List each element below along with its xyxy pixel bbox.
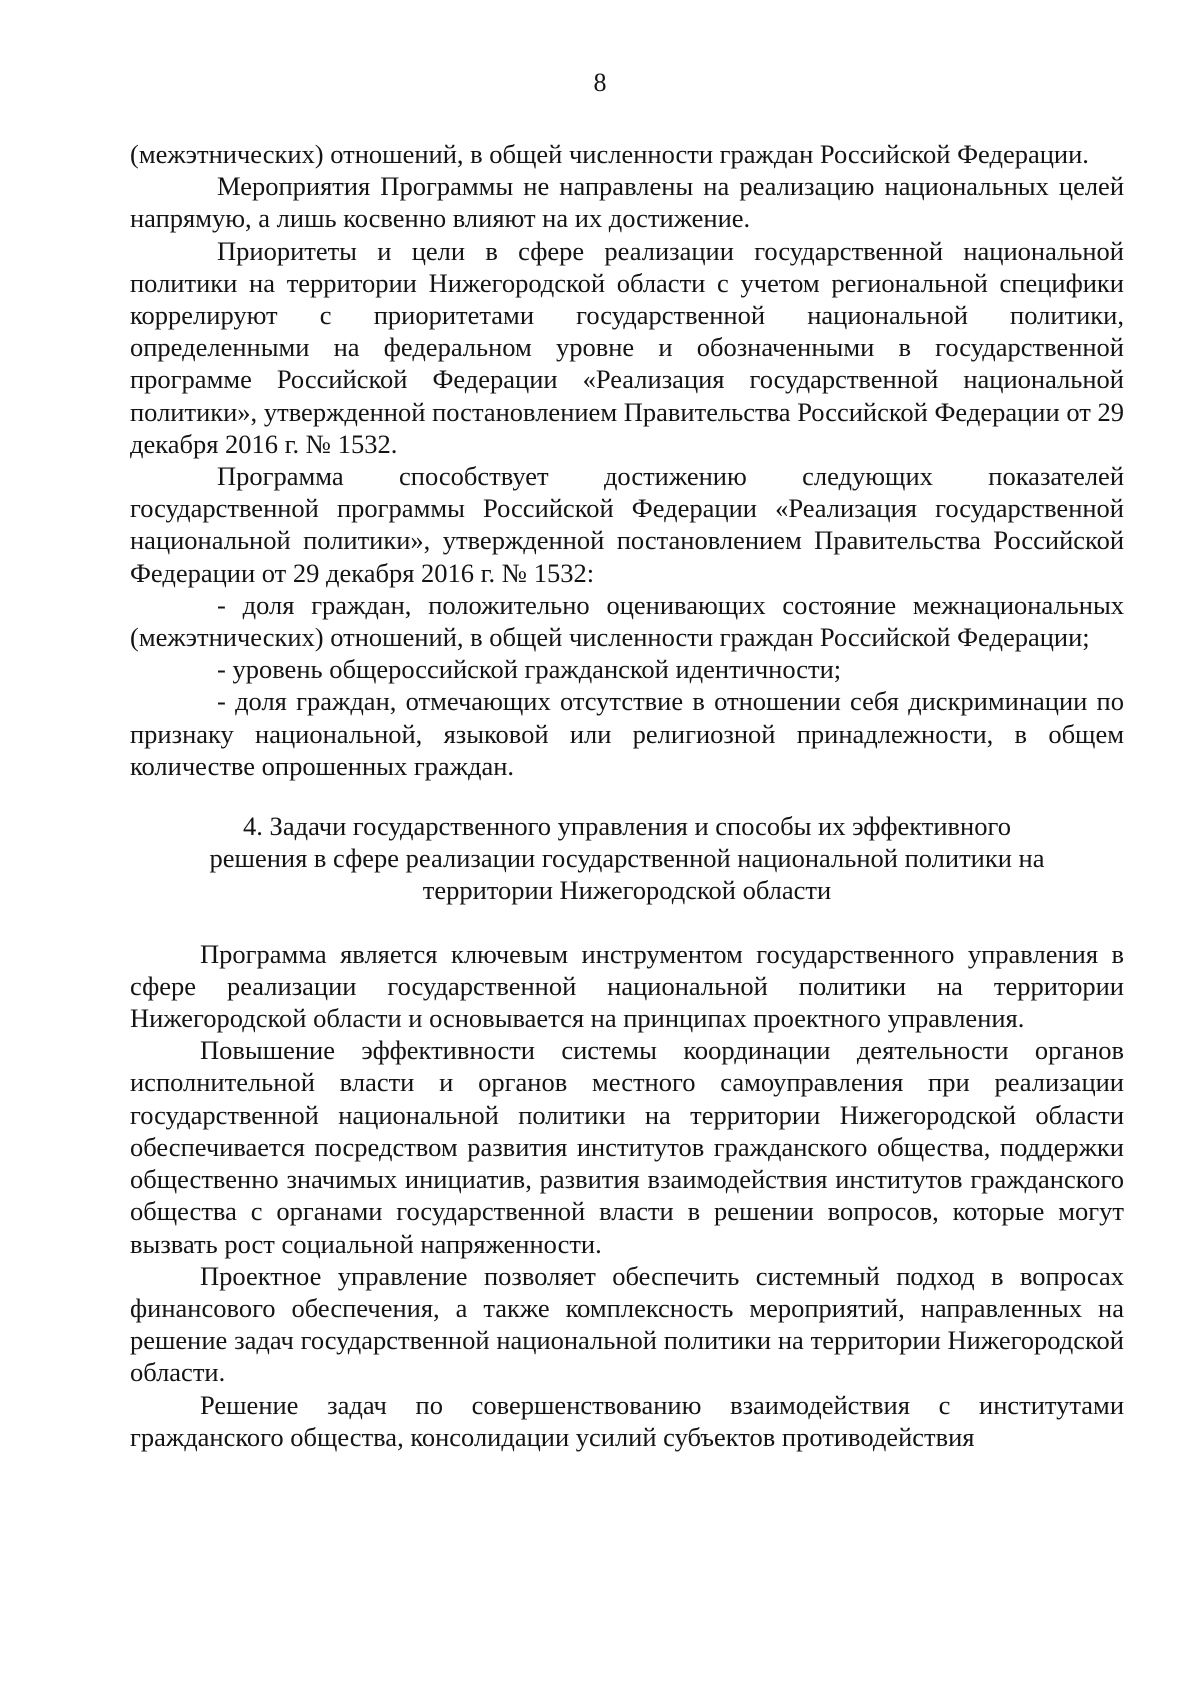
document-body — [130, 138, 1124, 1453]
section-heading-line: решения в сфере реализации государственной национальной политики на — [209, 843, 1045, 874]
paragraph: Решение задач по совершенствованию взаимодействия с институтами гражданского общества, консолидации усилий субъектов противодействия — [130, 1389, 1124, 1452]
list-item: - доля граждан, положительно оценивающих состояние межнациональных (межэтнических) отношений, в общей численности граждан Российской Федерации; — [130, 589, 1124, 653]
section-heading-line: 4. Задачи государственного управления и способы их эффективного — [243, 811, 1011, 842]
list-item: - доля граждан, отмечающих отсутствие в отношении себя дискриминации по признаку национальной, языковой или религиозной принадлежности, в общем количестве опрошенных граждан. — [130, 686, 1124, 781]
paragraph: Проектное управление позволяет обеспечить системный подход в вопросах финансового обеспечения, а также комплексность мероприятий, направленных на решение задач государственной национальной политики на территории Нижегородской области. — [130, 1260, 1124, 1388]
paragraph: Повышение эффективности системы координации деятельности органов исполнительной власти и органов местного самоуправления при реализации государственной национальной политики на территории Нижегородской области обеспечивается посредством развития институтов гражданского общества, поддержки общественно значимых инициатив, развития взаимодействия институтов гражданского общества с органами государственной власти в решении вопросов, которые могут вызвать рост социальной напряженности. — [130, 1035, 1124, 1259]
paragraph: Мероприятия Программы не направлены на реализацию национальных целей напрямую, а лишь косвенно влияют на их достижение. — [130, 171, 1124, 234]
page-number: 8 — [593, 68, 607, 97]
paragraph: Программа способствует достижению следующих показателей государственной программы Российской Федерации «Реализация государственной национальной политики», утвержденной постановлением Правительства Российской Федерации от 29 декабря 2016 г. № 1532: — [130, 461, 1124, 588]
paragraph: (межэтнических) отношений, в общей численности граждан Российской Федерации. — [130, 139, 1089, 169]
paragraph: Программа является ключевым инструментом государственного управления в сфере реализации государственной национальной политики на территории Нижегородской области и основывается на принципах проектного управления. — [130, 938, 1124, 1034]
list-item: - уровень общероссийской гражданской идентичности; — [217, 654, 842, 685]
section-heading-line: территории Нижегородской области — [422, 875, 832, 906]
section-heading — [130, 810, 1124, 907]
paragraph: Приоритеты и цели в сфере реализации государственной национальной политики на территории Нижегородской области с учетом региональной специфики коррелируют с приоритетами государственной национальной политики, определенными на федеральном уровне и обозначенными в государственной программе Российской Федерации «Реализация государственной национальной политики», утвержденной постановлением Правительства Российской Федерации от 29 декабря 2016 г. № 1532. — [130, 235, 1124, 459]
